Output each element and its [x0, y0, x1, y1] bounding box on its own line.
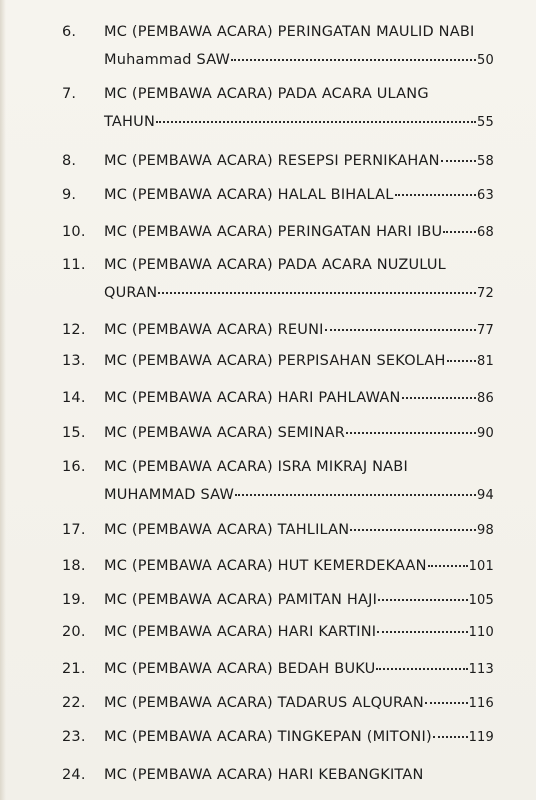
toc-entry-page-number: 77 [477, 323, 494, 338]
toc-entry-page-number: 68 [477, 225, 494, 240]
toc-entry-number: 22. [62, 695, 86, 711]
toc-entry-title: MC (PEMBAWA ACARA) RESEPSI PERNIKAHAN [104, 153, 440, 169]
toc-entry-number: 6. [62, 24, 77, 40]
toc-entry-number: 18. [62, 558, 86, 574]
toc-entry-title: MC (PEMBAWA ACARA) SEMINAR [104, 425, 346, 441]
toc-entry-number: 17. [62, 522, 86, 538]
toc-entry-title: Muhammad SAW [104, 52, 231, 68]
toc-entry-title-continuation [104, 50, 494, 71]
toc-entry-title: MC (PEMBAWA ACARA) BEDAH BUKU [104, 661, 376, 677]
dot-leader [156, 121, 476, 123]
toc-entry-title-line [104, 351, 494, 372]
toc-entry-number: 8. [62, 153, 77, 169]
toc-entry-title: TAHUN [104, 114, 156, 130]
dot-leader [377, 631, 467, 633]
toc-entry-title: MC (PEMBAWA ACARA) HARI KARTINI [104, 624, 377, 640]
toc-entry-number: 10. [62, 224, 86, 240]
toc-entry-number: 14. [62, 390, 86, 406]
dot-leader [441, 160, 476, 162]
dot-leader [325, 329, 476, 331]
toc-entry-number: 16. [62, 459, 86, 475]
toc-entry-title-continuation [104, 485, 494, 506]
dot-leader [395, 194, 477, 196]
toc-entry-number: 15. [62, 425, 86, 441]
toc-entry-number: 12. [62, 322, 86, 338]
toc-entry-title-line [104, 185, 494, 206]
dot-leader [231, 59, 476, 61]
toc-entry-page-number: 58 [477, 154, 494, 169]
toc-entry-title: MC (PEMBAWA ACARA) HUT KEMERDEKAAN [104, 558, 427, 574]
dot-leader [376, 668, 467, 670]
toc-entry-title: MC (PEMBAWA ACARA) HARI PAHLAWAN [104, 390, 401, 406]
toc-entry-title-line [104, 151, 494, 172]
toc-entry-title: MUHAMMAD SAW [104, 487, 234, 503]
toc-entry-title-continuation [104, 112, 494, 133]
toc-entry-title-continuation [104, 283, 494, 304]
toc-entry-title: MC (PEMBAWA ACARA) PERINGATAN MAULID NABI [104, 24, 475, 40]
toc-entry-number: 23. [62, 729, 86, 745]
toc-entry-page-number: 72 [477, 286, 494, 301]
toc-entry-page-number: 86 [477, 391, 494, 406]
toc-entry-title: MC (PEMBAWA ACARA) HARI KEBANGKITAN [104, 767, 424, 783]
toc-entry-title: MC (PEMBAWA ACARA) TADARUS ALQURAN [104, 695, 424, 711]
toc-entry-page-number: 94 [477, 488, 494, 503]
toc-entry-title-line [104, 84, 494, 104]
toc-entry-title-line [104, 520, 494, 541]
toc-entry-title-line [104, 255, 494, 275]
toc-entry-number: 13. [62, 353, 86, 369]
toc-entry-title: MC (PEMBAWA ACARA) PADA ACARA NUZULUL [104, 257, 446, 273]
dot-leader [346, 432, 476, 434]
toc-entry-number: 7. [62, 86, 77, 102]
toc-entry-title-line [104, 423, 494, 444]
toc-entry-number: 21. [62, 661, 86, 677]
toc-entry-page-number: 105 [468, 593, 494, 608]
toc-entry-page-number: 116 [468, 696, 494, 711]
toc-entry-title-line [104, 320, 494, 341]
toc-entry-title: MC (PEMBAWA ACARA) PAMITAN HAJI [104, 592, 378, 608]
toc-entry-title: MC (PEMBAWA ACARA) TINGKEPAN (MITONI) [104, 729, 432, 745]
dot-leader [235, 494, 476, 496]
toc-entry-page-number: 81 [477, 354, 494, 369]
toc-entry-title: MC (PEMBAWA ACARA) PERPISAHAN SEKOLAH [104, 353, 446, 369]
toc-entry-title-line [104, 22, 494, 42]
toc-entry-number: 9. [62, 187, 77, 203]
toc-entry-title: MC (PEMBAWA ACARA) ISRA MIKRAJ NABI [104, 459, 408, 475]
toc-entry-number: 19. [62, 592, 86, 608]
toc-entry-page-number: 63 [477, 188, 494, 203]
toc-entry-title-line [104, 388, 494, 409]
toc-entry-number: 20. [62, 624, 86, 640]
toc-entry-page-number: 119 [468, 730, 494, 745]
toc-entry-page-number: 50 [477, 53, 494, 68]
dot-leader [402, 397, 477, 399]
toc-entry-title: MC (PEMBAWA ACARA) PADA ACARA ULANG [104, 86, 429, 102]
dot-leader [447, 360, 476, 362]
toc-entry-title: MC (PEMBAWA ACARA) REUNI [104, 322, 324, 338]
dot-leader [428, 565, 468, 567]
toc-entry-title: MC (PEMBAWA ACARA) TAHLILAN [104, 522, 350, 538]
toc-entry-page-number: 113 [468, 662, 494, 677]
toc-entry-title-line [104, 222, 494, 243]
toc-entry-title-line [104, 765, 494, 785]
toc-entry-title-line [104, 622, 494, 643]
toc-entry-page-number: 101 [468, 559, 494, 574]
toc-entry-title-line [104, 556, 494, 577]
toc-entry-title-line [104, 457, 494, 477]
toc-entry-page-number: 98 [477, 523, 494, 538]
dot-leader [378, 599, 468, 601]
toc-entry-number: 11. [62, 257, 86, 273]
dot-leader [443, 231, 476, 233]
toc-entry-page-number: 90 [477, 426, 494, 441]
toc-entry-title: QURAN [104, 285, 158, 301]
toc-entry-title-line [104, 590, 494, 611]
page-edge-shadow [0, 0, 6, 800]
toc-entry-title-line [104, 659, 494, 680]
toc-entry-title: MC (PEMBAWA ACARA) HALAL BIHALAL [104, 187, 394, 203]
toc-entry-title: MC (PEMBAWA ACARA) PERINGATAN HARI IBU [104, 224, 443, 240]
toc-entry-number: 24. [62, 767, 86, 783]
dot-leader [158, 292, 476, 294]
toc-entry-page-number: 55 [477, 115, 494, 130]
toc-entry-title-line [104, 727, 494, 748]
toc-entry-title-line [104, 693, 494, 714]
dot-leader [425, 702, 468, 704]
dot-leader [350, 529, 476, 531]
dot-leader [433, 736, 468, 738]
toc-entry-page-number: 110 [468, 625, 494, 640]
